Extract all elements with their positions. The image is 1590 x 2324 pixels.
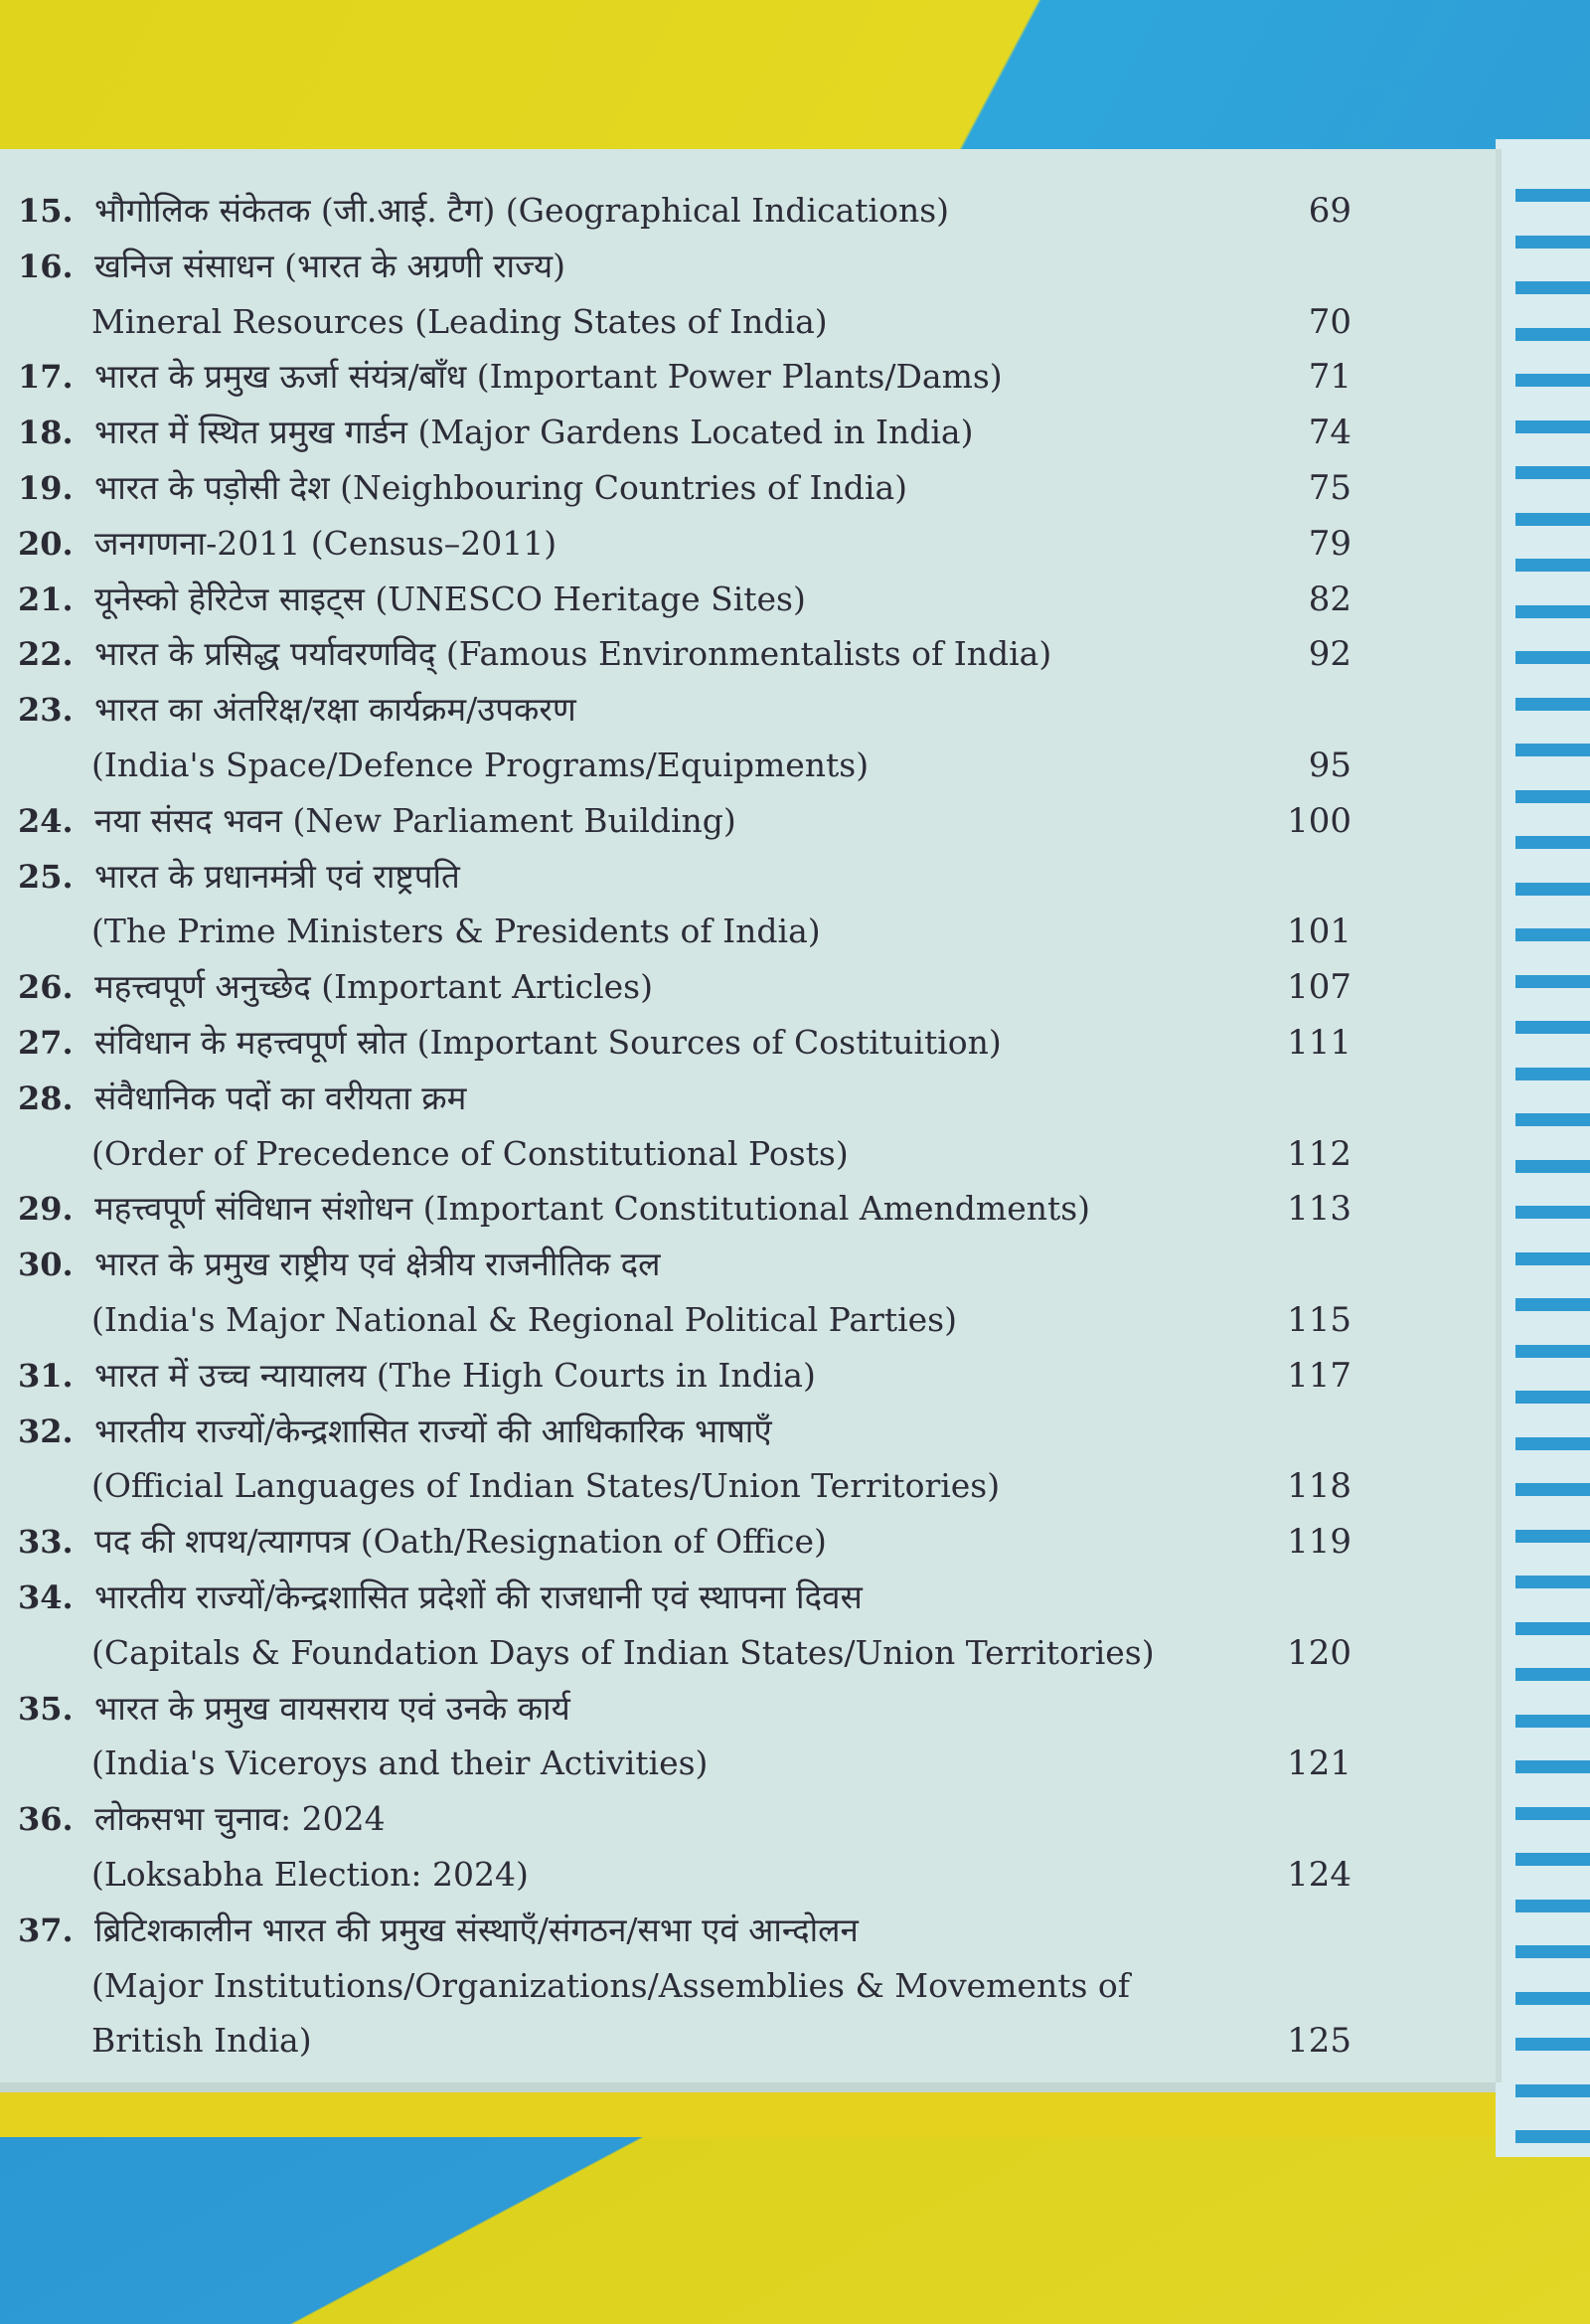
entry-title: ब्रिटिशकालीन भारत की प्रमुख संस्थाएँ/संगठन/सभा एवं आन्दोलन (94, 1909, 859, 1949)
entry-number: 27. (18, 1024, 74, 1062)
cover-bottom-decoration (0, 2137, 1590, 2324)
entry-number: 30. (18, 1245, 74, 1284)
entry-number: 28. (18, 1079, 74, 1117)
stripe (1515, 1992, 1590, 2005)
toc-entry[interactable] (0, 350, 1391, 406)
stripe (1515, 559, 1590, 572)
entry-page-number: 125 (1287, 2021, 1352, 2062)
stripe (1515, 1622, 1590, 1635)
entry-number: 25. (18, 857, 74, 896)
entry-number: 23. (18, 691, 74, 730)
entry-title: जनगणना-2011 (Census–2011) (94, 523, 557, 563)
entry-page-number: 121 (1287, 1743, 1352, 1784)
entry-page-number: 118 (1287, 1466, 1352, 1507)
stripe (1515, 420, 1590, 433)
toc-entry[interactable] (0, 1792, 1391, 1904)
stripe (1515, 374, 1590, 387)
stripe (1515, 651, 1590, 664)
entry-page-number: 75 (1308, 468, 1352, 508)
toc-entry[interactable] (0, 1182, 1391, 1238)
toc-entry[interactable] (0, 517, 1391, 573)
stripe (1515, 1252, 1590, 1265)
stripe (1515, 1021, 1590, 1034)
toc-entry[interactable] (0, 184, 1391, 240)
entry-title: नया संसद भवन (New Parliament Building) (94, 800, 736, 840)
toc-entry[interactable] (0, 1238, 1391, 1349)
entry-title: भारत का अंतरिक्ष/रक्षा कार्यक्रम/उपकरण (94, 690, 576, 730)
stripe (1515, 1807, 1590, 1820)
entry-page-number: 117 (1287, 1355, 1352, 1396)
entry-title: भारतीय राज्यों/केन्द्रशासित प्रदेशों की राजधानी एवं स्थापना दिवस (94, 1577, 863, 1616)
entry-title: महत्त्वपूर्ण अनुच्छेद (Important Articles) (94, 967, 653, 1007)
entry-page-number: 74 (1308, 413, 1352, 453)
cover-top-decoration (0, 0, 1590, 159)
entry-number: 17. (18, 358, 74, 397)
stripe (1515, 1576, 1590, 1588)
stripe (1515, 1760, 1590, 1773)
toc-entry[interactable] (0, 1349, 1391, 1405)
entry-number: 24. (18, 801, 74, 840)
toc-entry[interactable] (0, 240, 1391, 351)
entry-english-title: (Official Languages of Indian States/Union Territories) (91, 1466, 1001, 1506)
entry-page-number: 115 (1287, 1299, 1352, 1340)
entry-number: 22. (18, 635, 74, 674)
entry-number: 21. (18, 580, 74, 618)
toc-entry[interactable] (0, 794, 1391, 850)
toc-entry[interactable] (0, 1405, 1391, 1516)
toc-entry[interactable] (0, 461, 1391, 517)
stripe (1515, 1113, 1590, 1126)
entry-number: 35. (18, 1689, 74, 1728)
entry-english-title-continued: British India) (91, 2021, 312, 2061)
entry-title: खनिज संसाधन (भारत के अग्रणी राज्य) (94, 246, 565, 285)
entry-page-number: 111 (1287, 1023, 1352, 1063)
stripe (1515, 1160, 1590, 1173)
stripe (1515, 189, 1590, 202)
entry-page-number: 100 (1287, 800, 1352, 841)
toc-entry[interactable] (0, 1904, 1391, 2070)
entry-english-title: (Order of Precedence of Constitutional Posts) (91, 1133, 849, 1173)
toc-entry[interactable] (0, 406, 1391, 461)
stripe (1515, 1668, 1590, 1681)
entry-english-title: (India's Viceroys and their Activities) (91, 1743, 709, 1783)
entry-english-title: (Loksabha Election: 2024) (91, 1854, 529, 1894)
stripe (1515, 698, 1590, 711)
stripe (1515, 1206, 1590, 1219)
entry-title: भारतीय राज्यों/केन्द्रशासित राज्यों की आधिकारिक भाषाएँ (94, 1411, 772, 1450)
entry-title: भौगोलिक संकेतक (जी.आई. टैग) (Geographical Indications) (94, 191, 950, 230)
entry-title: भारत के प्रमुख ऊर्जा संयंत्र/बाँध (Important Power Plants/Dams) (94, 357, 1003, 397)
toc-entry[interactable] (0, 1682, 1391, 1793)
toc-entry[interactable] (0, 850, 1391, 961)
entry-title: भारत के प्रमुख राष्ट्रीय एवं क्षेत्रीय राजनीतिक दल (94, 1245, 661, 1284)
stripe (1515, 1853, 1590, 1866)
stripe (1515, 1437, 1590, 1450)
toc-entry[interactable] (0, 627, 1391, 683)
stripe (1515, 928, 1590, 941)
entry-number: 34. (18, 1578, 74, 1616)
entry-english-title: (India's Major National & Regional Political Parties) (91, 1299, 957, 1339)
entry-number: 31. (18, 1356, 74, 1395)
entry-page-number: 107 (1287, 967, 1352, 1008)
stripe (1515, 1900, 1590, 1912)
entry-number: 33. (18, 1523, 74, 1562)
entry-number: 29. (18, 1190, 74, 1229)
toc-entry[interactable] (0, 683, 1391, 794)
stripe (1515, 1483, 1590, 1496)
stripe (1515, 1345, 1590, 1358)
entry-english-title: Mineral Resources (Leading States of India) (91, 301, 828, 341)
entry-title: महत्त्वपूर्ण संविधान संशोधन (Important Constitutional Amendments) (94, 1189, 1091, 1229)
entry-page-number: 69 (1308, 191, 1352, 231)
entry-title: यूनेस्को हेरिटेज साइट्स (UNESCO Heritage Sites) (94, 579, 806, 618)
entry-title: लोकसभा चुनाव: 2024 (94, 1799, 386, 1839)
entry-page-number: 112 (1287, 1133, 1352, 1174)
toc-entry[interactable] (0, 573, 1391, 628)
stripe (1515, 1391, 1590, 1404)
entry-title: पद की शपथ/त्यागपत्र (Oath/Resignation of Office) (94, 1522, 827, 1562)
stripe (1515, 281, 1590, 294)
entry-page-number: 70 (1308, 301, 1352, 342)
toc-entry[interactable] (0, 1016, 1391, 1072)
entry-title: भारत के प्रधानमंत्री एवं राष्ट्रपति (94, 856, 460, 896)
stripe (1515, 790, 1590, 803)
entry-page-number: 82 (1308, 579, 1352, 619)
stripe (1515, 2130, 1590, 2143)
stripe (1515, 2038, 1590, 2051)
entry-number: 32. (18, 1411, 74, 1450)
contents-page (0, 149, 1496, 2082)
entry-english-title: (The Prime Ministers & Presidents of India) (91, 912, 821, 951)
entry-number: 20. (18, 524, 74, 563)
stripe (1515, 1945, 1590, 1958)
entry-page-number: 95 (1308, 745, 1352, 785)
entry-number: 26. (18, 968, 74, 1007)
entry-number: 16. (18, 247, 74, 285)
stripe (1515, 2084, 1590, 2097)
stripe (1515, 236, 1590, 249)
entry-page-number: 124 (1287, 1854, 1352, 1895)
entry-english-title: (Capitals & Foundation Days of Indian States/Union Territories) (91, 1632, 1155, 1672)
entry-number: 18. (18, 414, 74, 452)
entry-number: 37. (18, 1910, 74, 1949)
entry-english-title: (Major Institutions/Organizations/Assemblies & Movements of (91, 1965, 1130, 2005)
entry-number: 19. (18, 469, 74, 507)
entry-title: भारत के प्रमुख वायसराय एवं उनके कार्य (94, 1688, 570, 1728)
entry-title: संवैधानिक पदों का वरीयता क्रम (94, 1078, 467, 1117)
stripe (1515, 744, 1590, 756)
entry-page-number: 71 (1308, 357, 1352, 398)
entry-title: संविधान के महत्त्वपूर्ण स्रोत (Important Sources of Costituition) (94, 1023, 1002, 1062)
entry-number: 15. (18, 192, 74, 230)
toc-entry[interactable] (0, 960, 1391, 1016)
toc-entry[interactable] (0, 1571, 1391, 1682)
entry-page-number: 119 (1287, 1522, 1352, 1563)
entry-title: भारत में स्थित प्रमुख गार्डन (Major Gardens Located in India) (94, 413, 974, 452)
stripe (1515, 466, 1590, 479)
entry-title: भारत के प्रसिद्ध पर्यावरणविद् (Famous Environmentalists of India) (94, 634, 1052, 674)
entry-page-number: 92 (1308, 634, 1352, 675)
entry-number: 36. (18, 1800, 74, 1839)
stripe (1515, 605, 1590, 618)
entry-page-number: 120 (1287, 1632, 1352, 1673)
entry-page-number: 101 (1287, 912, 1352, 952)
stripe (1515, 328, 1590, 341)
entry-title: भारत में उच्च न्यायालय (The High Courts in India) (94, 1355, 816, 1395)
stripe (1515, 1298, 1590, 1311)
stripe (1515, 1715, 1590, 1728)
stripe (1515, 836, 1590, 849)
stripe (1515, 1530, 1590, 1543)
entry-page-number: 79 (1308, 523, 1352, 564)
entry-title: भारत के पड़ोसी देश (Neighbouring Countries of India) (94, 468, 908, 507)
stripe (1515, 513, 1590, 526)
entry-page-number: 113 (1287, 1189, 1352, 1230)
toc-entry[interactable] (0, 1072, 1391, 1183)
stripe (1515, 975, 1590, 988)
stripe (1515, 883, 1590, 896)
toc-entry[interactable] (0, 1515, 1391, 1571)
stripe (1515, 1068, 1590, 1080)
entry-english-title: (India's Space/Defence Programs/Equipments) (91, 745, 870, 784)
